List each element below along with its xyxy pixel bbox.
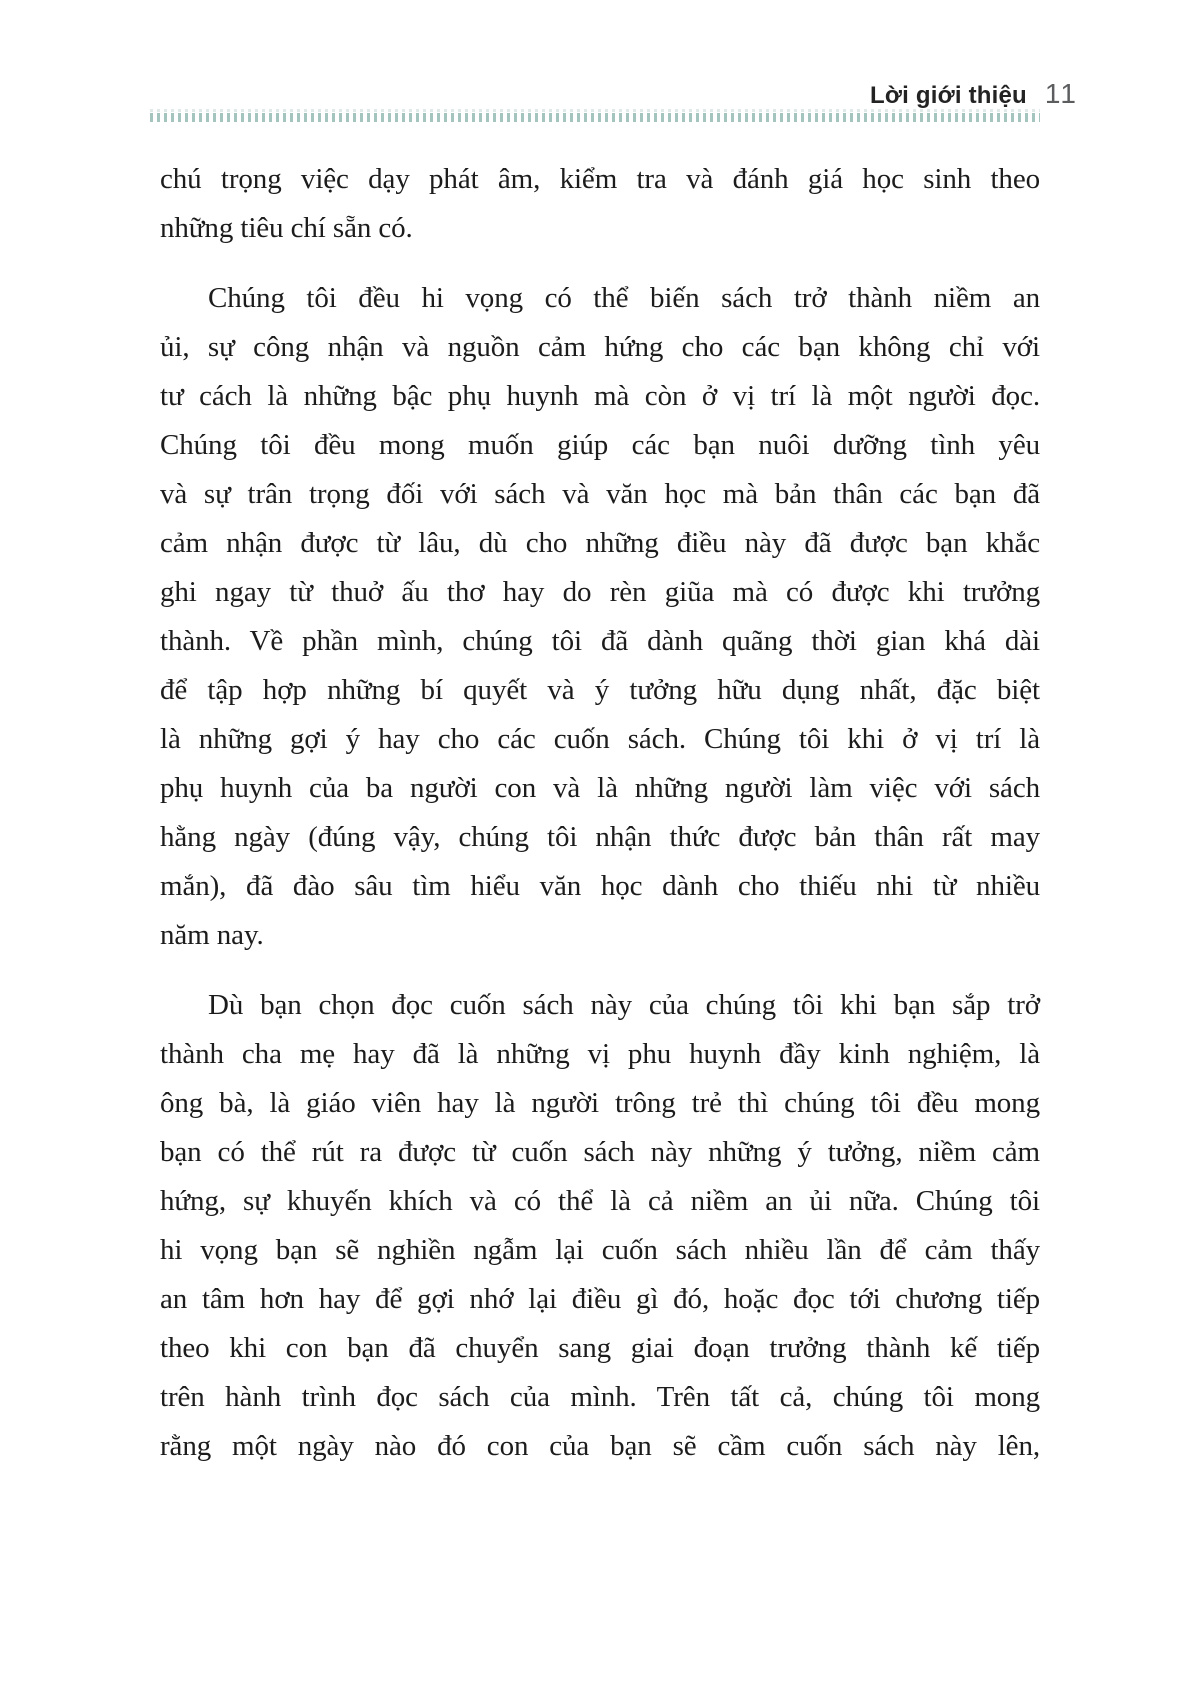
text-line: chú trọng việc dạy phát âm, kiểm tra và đánh giá học sinh theo bbox=[160, 163, 1040, 195]
paragraph bbox=[160, 274, 1040, 960]
text-line: thành cha mẹ hay đã là những vị phu huynh đầy kinh nghiệm, là bbox=[160, 1038, 1040, 1070]
text-line: hi vọng bạn sẽ nghiền ngẫm lại cuốn sách nhiều lần để cảm thấy bbox=[160, 1234, 1040, 1266]
text-line: những tiêu chí sẵn có. bbox=[160, 212, 413, 244]
paragraph bbox=[160, 981, 1040, 1471]
text-line: ông bà, là giáo viên hay là người trông trẻ thì chúng tôi đều mong bbox=[160, 1087, 1040, 1119]
text-line: và sự trân trọng đối với sách và văn học mà bản thân các bạn đã bbox=[160, 478, 1040, 510]
text-line: ghi ngay từ thuở ấu thơ hay do rèn giũa mà có được khi trưởng bbox=[160, 576, 1040, 608]
text-line: năm nay. bbox=[160, 919, 264, 951]
text-line: Chúng tôi đều hi vọng có thể biến sách trở thành niềm an bbox=[208, 282, 1040, 314]
text-line: phụ huynh của ba người con và là những người làm việc với sách bbox=[160, 772, 1040, 804]
dashed-rule-top-row bbox=[150, 109, 1040, 112]
page-number: 11 bbox=[1044, 78, 1078, 109]
text-line: cảm nhận được từ lâu, dù cho những điều này đã được bạn khắc bbox=[160, 527, 1040, 559]
decorative-dashed-rule bbox=[150, 109, 1040, 122]
dashed-rule-main-row bbox=[150, 113, 1040, 122]
text-line: hằng ngày (đúng vậy, chúng tôi nhận thức được bản thân rất may bbox=[160, 821, 1040, 853]
text-line: hứng, sự khuyến khích và có thể là cả niềm an ủi nữa. Chúng tôi bbox=[160, 1185, 1040, 1217]
text-line: tư cách là những bậc phụ huynh mà còn ở vị trí là một người đọc. bbox=[160, 380, 1040, 412]
text-line: ủi, sự công nhận và nguồn cảm hứng cho các bạn không chỉ với bbox=[160, 331, 1040, 363]
text-line: bạn có thể rút ra được từ cuốn sách này những ý tưởng, niềm cảm bbox=[160, 1136, 1040, 1168]
text-line: trên hành trình đọc sách của mình. Trên tất cả, chúng tôi mong bbox=[160, 1381, 1040, 1413]
text-line: Chúng tôi đều mong muốn giúp các bạn nuôi dưỡng tình yêu bbox=[160, 429, 1040, 461]
text-line: là những gợi ý hay cho các cuốn sách. Chúng tôi khi ở vị trí là bbox=[160, 723, 1040, 755]
text-line: thành. Về phần mình, chúng tôi đã dành quãng thời gian khá dài bbox=[160, 625, 1040, 657]
page-header bbox=[0, 78, 1078, 110]
paragraph bbox=[160, 155, 1040, 253]
text-line: rằng một ngày nào đó con của bạn sẽ cầm cuốn sách này lên, bbox=[160, 1430, 1040, 1462]
text-line: để tập hợp những bí quyết và ý tưởng hữu dụng nhất, đặc biệt bbox=[160, 674, 1040, 706]
body-text bbox=[160, 155, 1040, 1471]
text-line: theo khi con bạn đã chuyển sang giai đoạn trưởng thành kế tiếp bbox=[160, 1332, 1040, 1364]
running-head-section-title: Lời giới thiệu bbox=[870, 82, 1027, 109]
text-line: an tâm hơn hay để gợi nhớ lại điều gì đó, hoặc đọc tới chương tiếp bbox=[160, 1283, 1040, 1315]
text-line: mắn), đã đào sâu tìm hiểu văn học dành cho thiếu nhi từ nhiều bbox=[160, 870, 1040, 902]
text-line: Dù bạn chọn đọc cuốn sách này của chúng tôi khi bạn sắp trở bbox=[208, 989, 1040, 1021]
